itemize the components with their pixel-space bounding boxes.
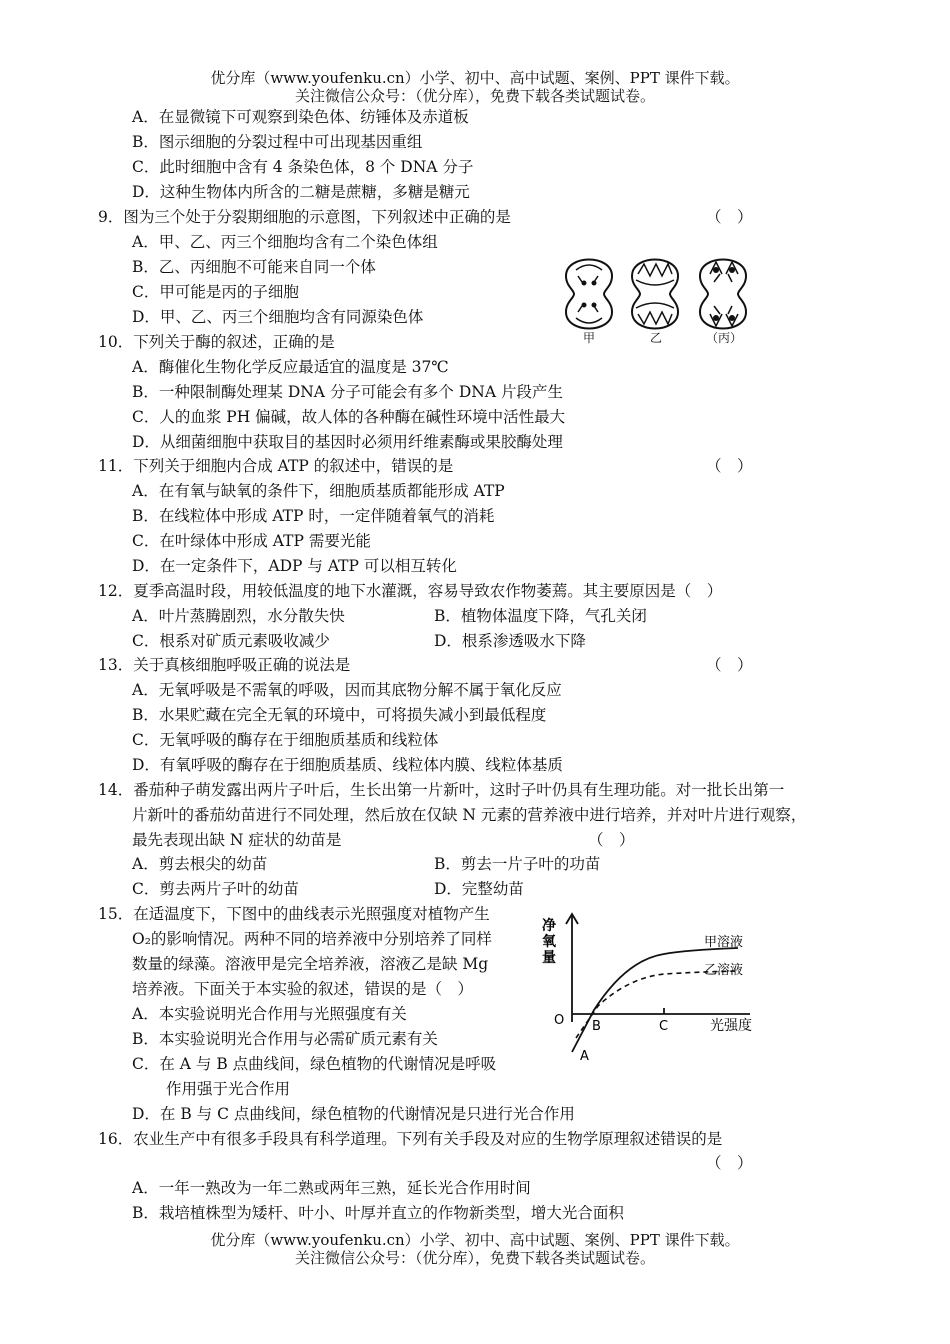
q11-option-d: D．在一定条件下，ADP 与 ATP 可以相互转化: [132, 557, 457, 575]
q14-option-b: B．剪去一片子叶的功苗: [434, 855, 601, 873]
q12-stem: 12．夏季高温时段，用较低温度的地下水灌溉，容易导致农作物萎蔫。其主要原因是（ ）: [98, 582, 723, 600]
q9-stem: 9．图为三个处于分裂期细胞的示意图，下列叙述中正确的是: [98, 208, 511, 226]
q16-answer-paren: （ ）: [706, 1154, 753, 1172]
graph-ylabel-2: 氧: [542, 934, 556, 950]
graph-xlabel: 光强度: [710, 1018, 752, 1034]
graph-origin: O: [554, 1013, 565, 1028]
q14-stem-line-1: 14．番茄种子萌发露出两片子叶后，生长出第一片新叶，这时子叶仍具有生理功能。对一批长出第一: [98, 781, 785, 799]
q14-option-d: D．完整幼苗: [434, 880, 524, 898]
q15-stem-line-3: 数量的绿藻。溶液甲是完全培养液，溶液乙是缺 Mg: [132, 955, 489, 973]
q11-stem: 11．下列关于细胞内合成 ATP 的叙述中，错误的是: [98, 457, 454, 475]
q15-option-c-cont: 作用强于光合作用: [166, 1080, 291, 1098]
q16-stem: 16．农业生产中有很多手段具有科学道理。下列有关手段及对应的生物学原理叙述错误的是: [98, 1130, 723, 1148]
q9-option-b: B．乙、丙细胞不可能来自同一个体: [132, 258, 376, 276]
header-line-2: 关注微信公众号：（优分库），免费下载各类试题试卷。: [294, 87, 655, 105]
q12-option-d: D．根系渗透吸水下降: [434, 632, 586, 650]
q9-option-d: D．甲、乙、丙三个细胞均含有同源染色体: [132, 308, 424, 326]
q10-option-d: D．从细菌细胞中获取目的基因时必须用纤维素酶或果胶酶处理: [132, 433, 563, 451]
graph-point-a: A: [580, 1049, 589, 1064]
light-intensity-graph: [536, 910, 796, 1070]
q13-option-b: B．水果贮藏在完全无氧的环境中，可将损失减小到最低程度: [132, 706, 547, 724]
q11-option-c: C．在叶绿体中形成 ATP 需要光能: [132, 532, 371, 550]
graph-ylabel-1: 净: [542, 918, 556, 934]
q13-option-a: A．无氧呼吸是不需氧的呼吸，因而其底物分解不属于氧化反应: [132, 681, 562, 699]
q9-option-a: A．甲、乙、丙三个细胞均含有二个染色体组: [132, 233, 438, 251]
q8-option-d: D．这种生物体内所含的二糖是蔗糖，多糖是糖元: [132, 183, 470, 201]
q15-option-d: D．在 B 与 C 点曲线间，绿色植物的代谢情况是只进行光合作用: [132, 1105, 575, 1123]
q15-option-c: C．在 A 与 B 点曲线间，绿色植物的代谢情况是呼吸: [132, 1055, 497, 1073]
q15-stem-line-2: O₂的影响情况。两种不同的培养液中分别培养了同样: [132, 930, 492, 948]
footer-line-2: 关注微信公众号：（优分库），免费下载各类试题试卷。: [294, 1249, 655, 1267]
q14-stem-line-3: 最先表现出缺 N 症状的幼苗是: [132, 831, 342, 849]
q13-answer-paren: （ ）: [706, 656, 753, 674]
q10-stem: 10．下列关于酶的叙述，正确的是: [98, 333, 335, 351]
q14-option-a: A．剪去根尖的幼苗: [132, 855, 268, 873]
q15-option-b: B．本实验说明光合作用与必需矿质元素有关: [132, 1030, 438, 1048]
q9-answer-paren: （ ）: [706, 208, 753, 226]
q11-option-b: B．在线粒体中形成 ATP 时，一定伴随着氧气的消耗: [132, 507, 495, 525]
figure-label-yi: 乙: [650, 331, 663, 345]
q8-option-a: A．在显微镜下可观察到染色体、纺锤体及赤道板: [132, 108, 469, 126]
q15-stem-line-1: 15．在适温度下，下图中的曲线表示光照强度对植物产生: [98, 905, 490, 923]
figure-label-jia: 甲: [583, 331, 596, 345]
q12-option-a: A．叶片蒸腾剧烈，水分散失快: [132, 607, 345, 625]
figure-label-bing: （丙）: [706, 331, 743, 345]
q13-stem: 13．关于真核细胞呼吸正确的说法是: [98, 656, 351, 674]
q13-option-d: D．有氧呼吸的酶存在于细胞质基质、线粒体内膜、线粒体基质: [132, 756, 563, 774]
q16-option-b: B．栽培植株型为矮杆、叶小、叶厚并直立的作物新类型，增大光合面积: [132, 1204, 624, 1222]
footer-line-1: 优分库（www.youfenku.cn）小学、初中、高中试题、案例、PPT 课件下载。: [210, 1231, 740, 1249]
graph-ylabel-3: 量: [542, 950, 556, 966]
q8-option-c: C．此时细胞中含有 4 条染色体，8 个 DNA 分子: [132, 158, 474, 176]
q16-option-a: A．一年一熟改为一年二熟或两年三熟，延长光合作用时间: [132, 1179, 531, 1197]
graph-legend-jia: 甲溶液: [704, 935, 744, 950]
q10-option-a: A．酶催化生物化学反应最适宜的温度是 37℃: [132, 358, 449, 376]
graph-point-c: C: [659, 1019, 669, 1034]
header-line-1: 优分库（www.youfenku.cn）小学、初中、高中试题、案例、PPT 课件下载。: [210, 69, 740, 87]
q8-option-b: B．图示细胞的分裂过程中可出现基因重组: [132, 133, 423, 151]
graph-legend-yi: 乙溶液: [704, 963, 744, 978]
q13-option-c: C．无氧呼吸的酶存在于细胞质基质和线粒体: [132, 731, 439, 749]
q10-option-b: B．一种限制酶处理某 DNA 分子可能会有多个 DNA 片段产生: [132, 383, 563, 401]
q12-option-c: C．根系对矿质元素吸收减少: [132, 632, 330, 650]
q14-answer-paren: （ ）: [588, 831, 635, 849]
q11-option-a: A．在有氧与缺氧的条件下，细胞质基质都能形成 ATP: [132, 482, 505, 500]
q15-option-a: A．本实验说明光合作用与光照强度有关: [132, 1005, 407, 1023]
q11-answer-paren: （ ）: [706, 457, 753, 475]
q9-option-c: C．甲可能是丙的子细胞: [132, 283, 299, 301]
q14-option-c: C．剪去两片子叶的幼苗: [132, 880, 299, 898]
q14-stem-line-2: 片新叶的番茄幼苗进行不同处理，然后放在仅缺 N 元素的营养液中进行培养，并对叶片进行观察，: [132, 806, 807, 824]
graph-point-b: B: [592, 1019, 601, 1034]
q12-option-b: B．植物体温度下降，气孔关闭: [434, 607, 647, 625]
q15-stem-line-4: 培养液。下面关于本实验的叙述，错误的是（ ）: [132, 980, 474, 998]
q10-option-c: C．人的血浆 PH 偏碱，故人体的各种酶在碱性环境中活性最大: [132, 408, 566, 426]
